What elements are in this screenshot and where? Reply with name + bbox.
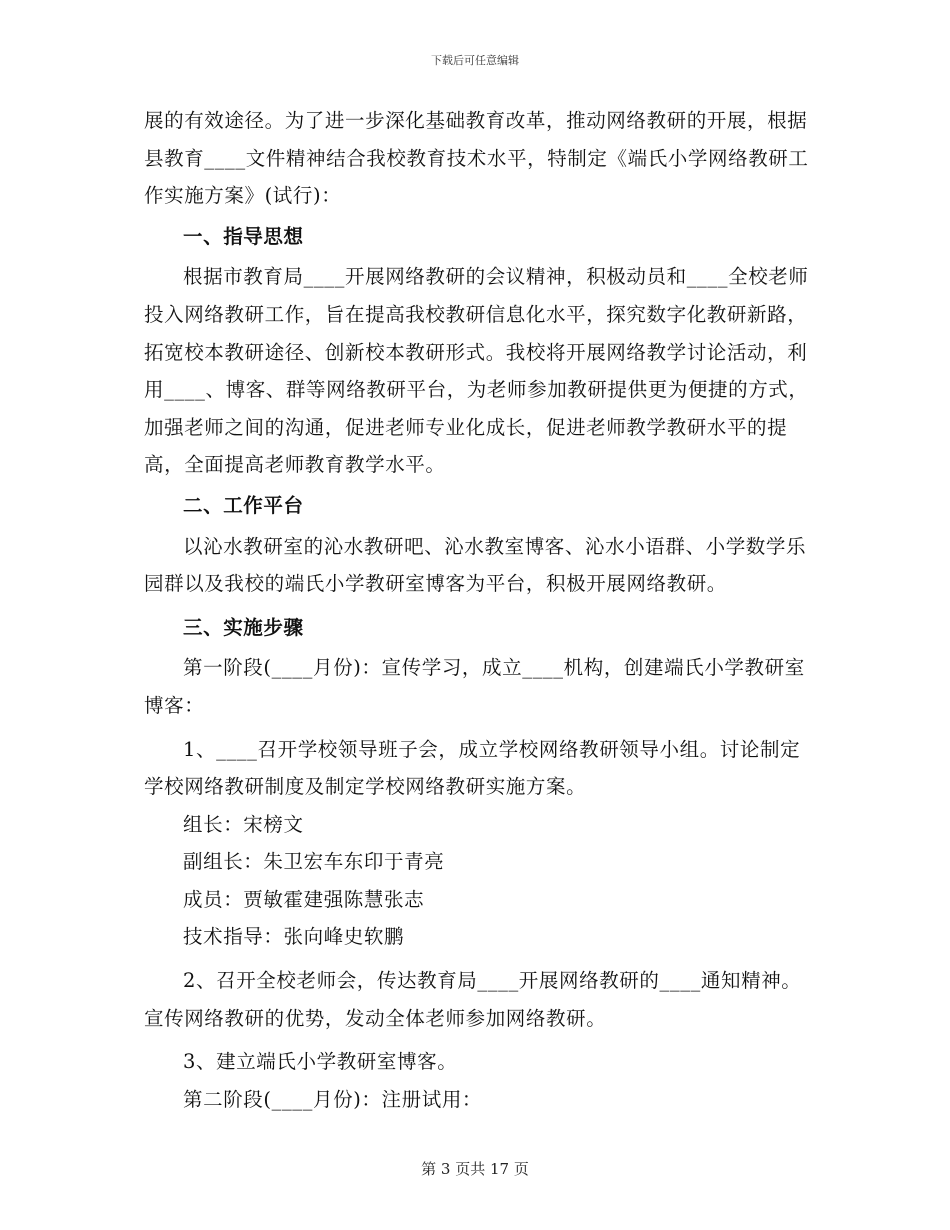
list-item: 1、____召开学校领导班子会，成立学校网络教研领导小组。讨论制定学校网络教研制度及制定学校网络教研实施方案。: [144, 737, 801, 799]
section-heading: 三、实施步骤: [183, 615, 304, 639]
paragraph: 以沁水教研室的沁水教研吧、沁水教室博客、沁水小语群、小学数学乐园群以及我校的端氏小学教研室博客为平台，积极开展网络教研。: [144, 534, 807, 596]
list-item: 3、建立端氏小学教研室博客。: [183, 1050, 458, 1074]
member-line: 成员：贾敏霍建强陈慧张志: [183, 887, 425, 911]
paragraph: 根据市教育局____开展网络教研的会议精神，积极动员和____全校老师投入网络教研工作，旨在提高我校教研信息化水平，探究数字化教研新路，拓宽校本教研途径、创新校本教研形式。我校将开展网络教学讨论活动，利用____、博客、群等网络教研平台，为老师参加教研提供更为便捷的方式，加强老师之间的沟通，促进老师专业化成长，促进老师教学教研水平的提高，全面提高老师教育教学水平。: [144, 265, 809, 477]
page-header: 下载后可任意编辑: [431, 54, 519, 67]
member-line: 组长：宋榜文: [183, 812, 304, 836]
document-body: [144, 102, 814, 1118]
member-line: 副组长：朱卫宏车东印于青亮: [183, 850, 445, 874]
paragraph: 第二阶段(____月份)：注册试用：: [183, 1087, 483, 1111]
page-footer: 第 3 页共 17 页: [421, 1160, 529, 1178]
section-heading: 一、指导思想: [183, 224, 304, 248]
list-item: 2、召开全校老师会，传达教育局____开展网络教研的____通知精神。宣传网络教研的优势，发动全体老师参加网络教研。: [144, 969, 802, 1030]
section-heading: 二、工作平台: [183, 493, 304, 517]
paragraph: 展的有效途径。为了进一步深化基础教育改革，推动网络教研的开展，根据县教育____文件精神结合我校教育技术水平，特制定《端氏小学网络教研工作实施方案》(试行)：: [144, 109, 809, 208]
member-line: 技术指导：张向峰史软鹏: [183, 925, 405, 949]
paragraph: 第一阶段(____月份)：宣传学习，成立____机构，创建端氏小学教研室博客：: [144, 656, 805, 717]
